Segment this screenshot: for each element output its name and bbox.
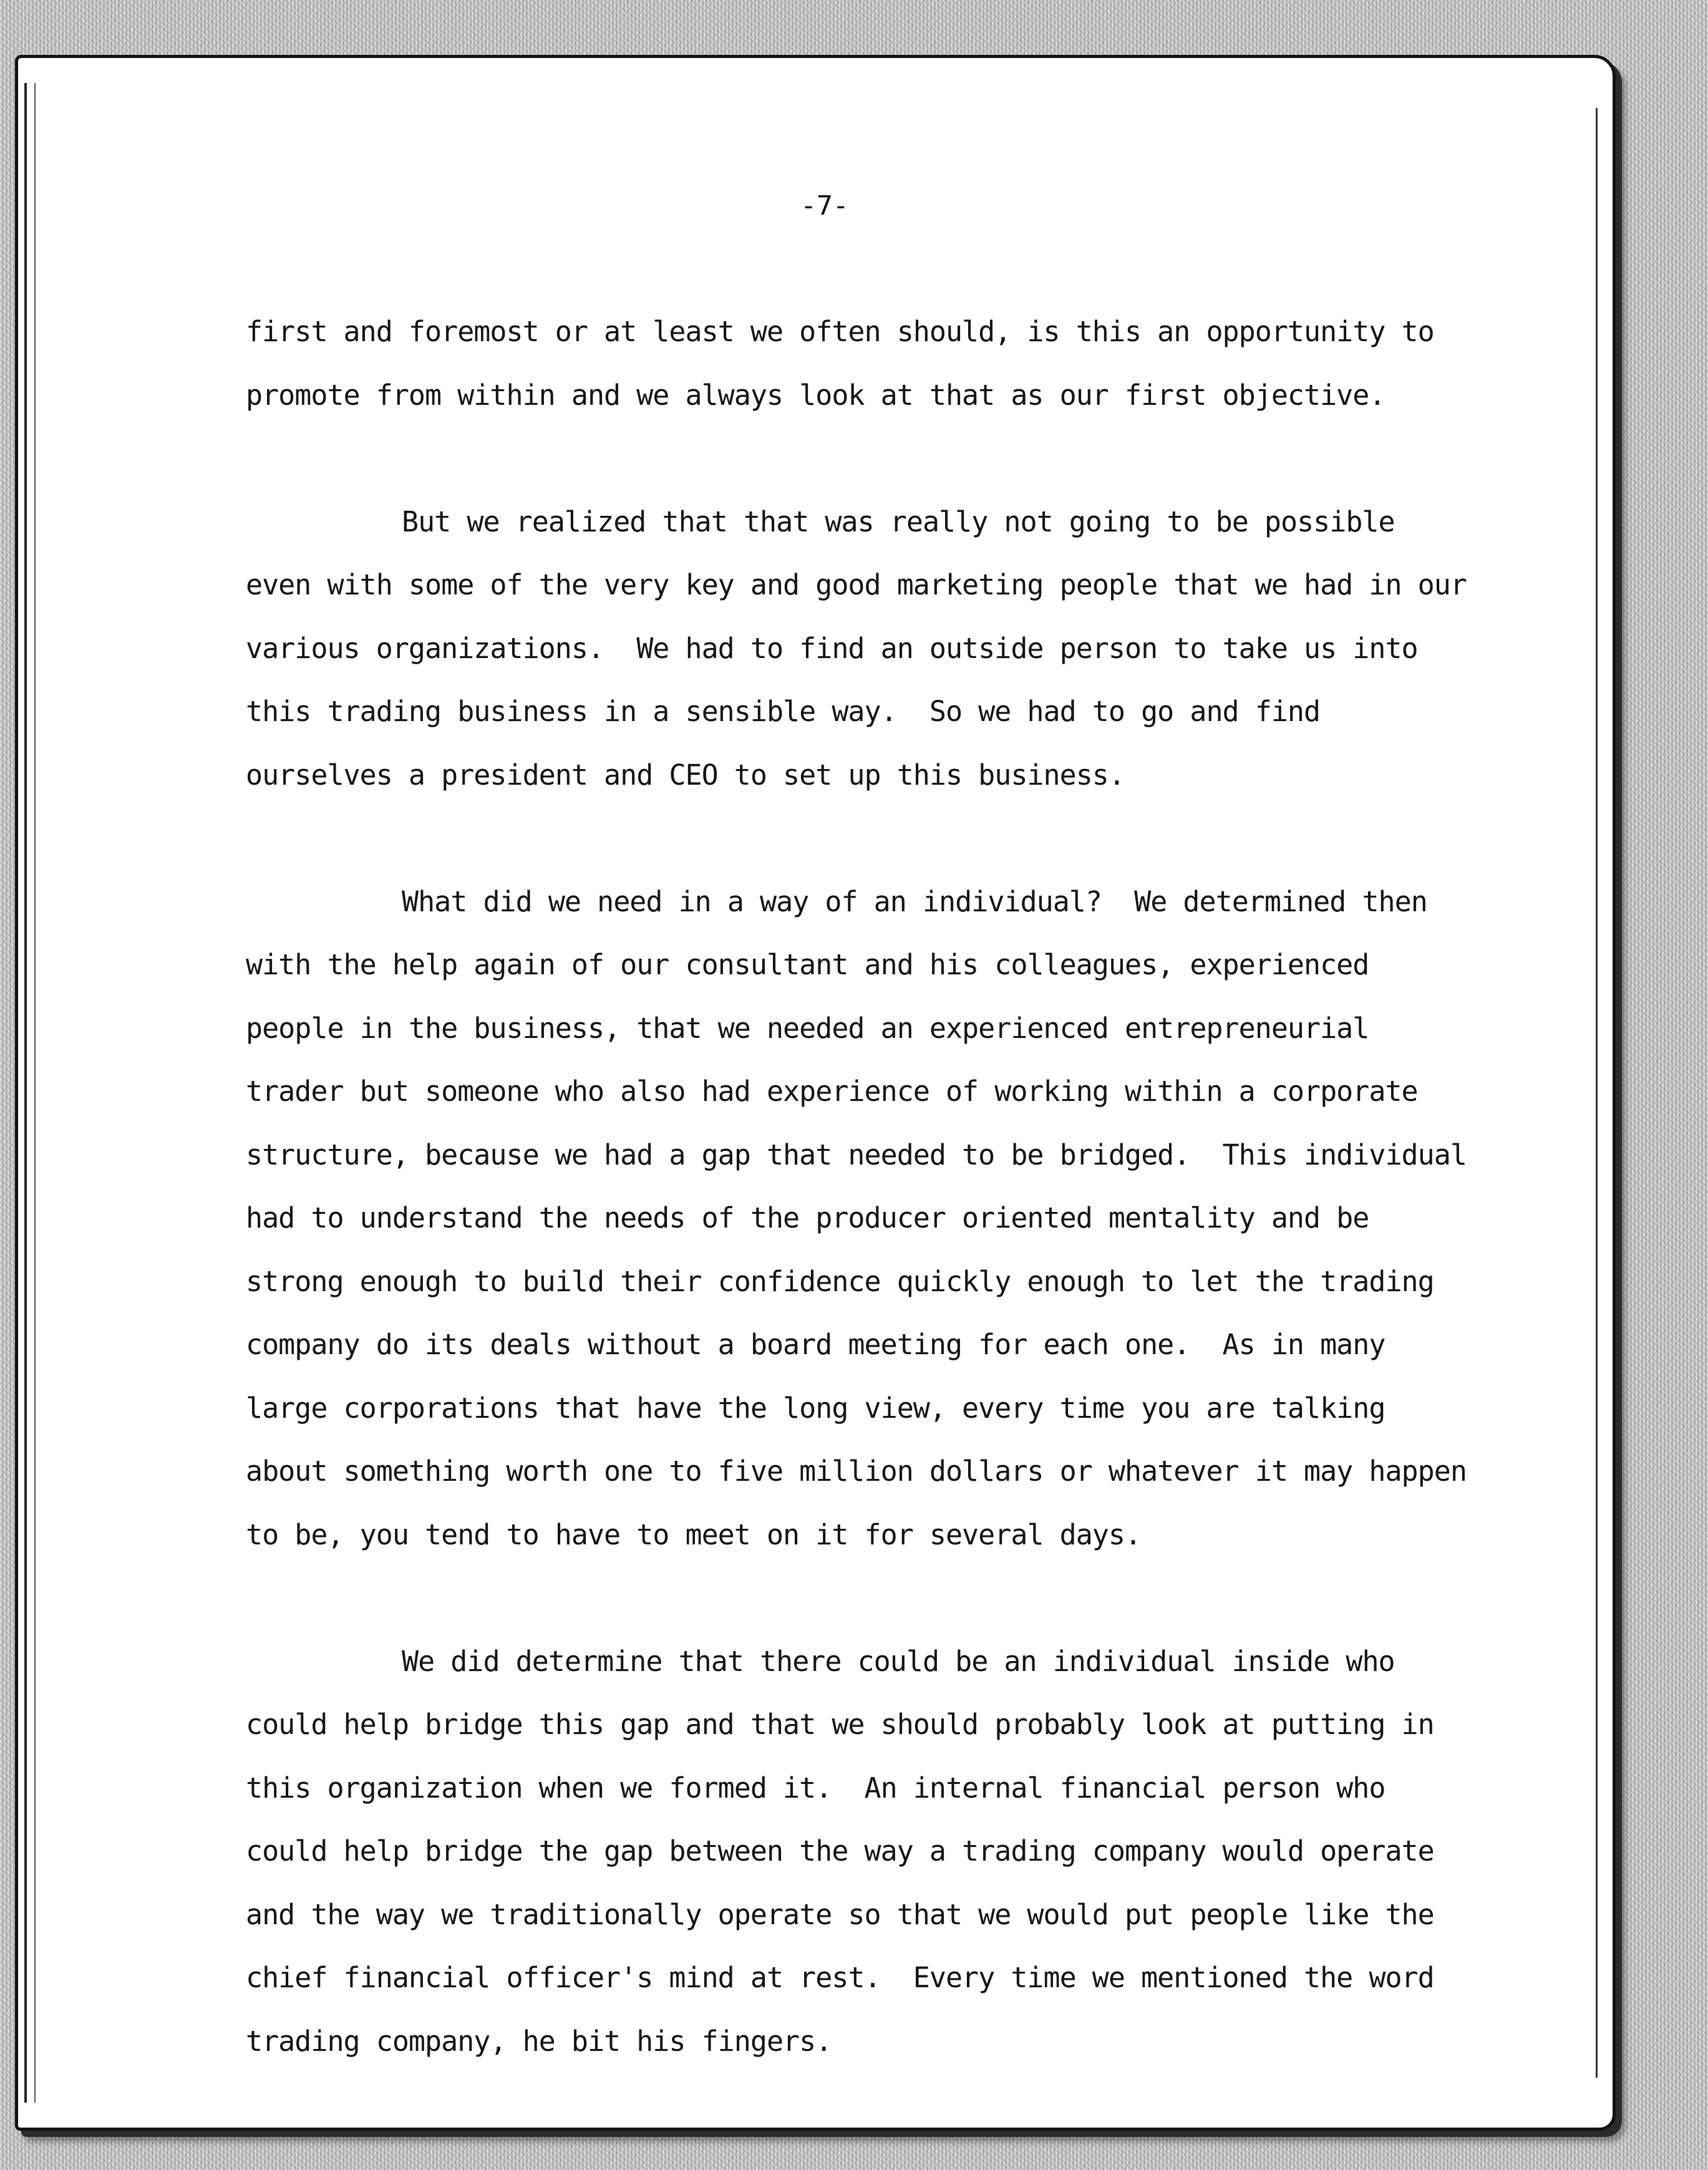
paragraph-1: first and foremost or at least we often should, is this an opportunity to promote from within and we always look at that as our first objective. <box>246 315 1450 412</box>
page-number: -7- <box>800 190 849 221</box>
document-page <box>15 55 1616 2131</box>
paragraph-3: What did we need in a way of an individual? We determined then with the help again of our consultant and his colleagues, experienced people in the business, that we needed an experienced entrepreneurial trader but someone who also had experience of working within a corporate structure, because we had a gap that needed to be bridged. This individual had to understand the needs of the producer oriented mentality and be strong enough to build their confidence quickly enough to let the trading company do its deals without a board meeting for each one. As in many large corporations that have the long view, every time you are talking about something worth one to five million dollars or whatever it may happen to be, you tend to have to meet on it for several days. <box>246 884 1483 1551</box>
body-text <box>246 300 1483 2136</box>
paragraph-4: We did determine that there could be an individual inside who could help bridge this gap and that we should probably look at putting in this organization when we formed it. An internal financial person who could help bridge the gap between the way a trading company would operate and the way we traditionally operate so that we would put people like the chief financial officer's mind at rest. Every time we mentioned the word trading company, he bit his fingers. <box>246 1644 1450 2058</box>
binding-rule <box>34 83 36 2103</box>
binding-rule <box>24 83 27 2103</box>
page-edge-rule <box>1596 108 1598 2078</box>
paragraph-2: But we realized that that was really not going to be possible even with some of the very key and good marketing people that we had in our various organizations. We had to find an outside person to take us into this trading business in a sensible way. So we had to go and find ourselves a president and CEO to set up this business. <box>246 505 1483 792</box>
